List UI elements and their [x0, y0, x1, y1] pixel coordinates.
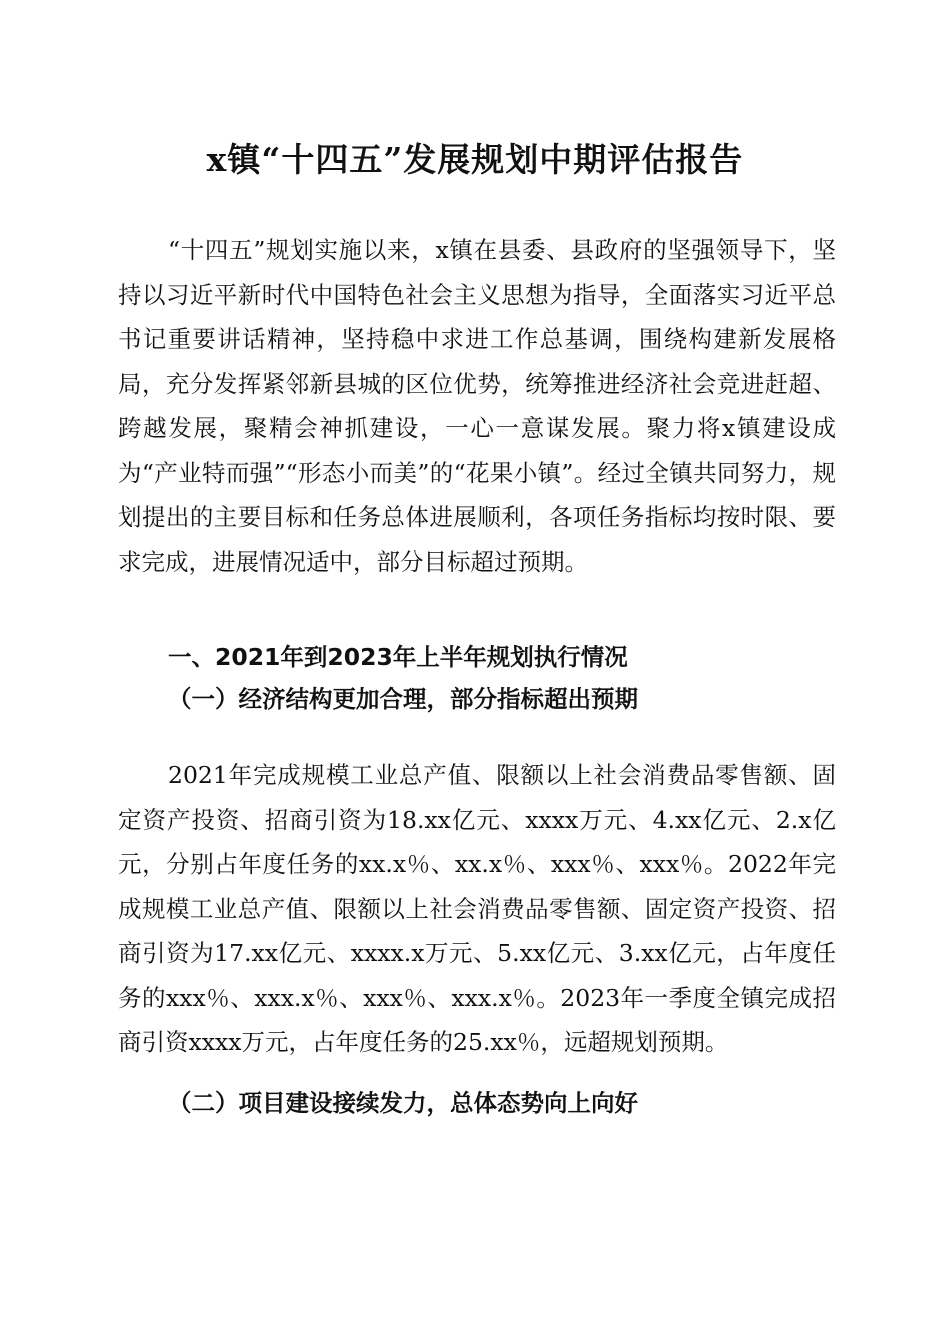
section-1-heading: 一、2021年到2023年上半年规划执行情况 — [168, 643, 628, 671]
document-title: x镇“十四五”发展规划中期评估报告 — [206, 140, 744, 179]
subsection-2-heading: （二）项目建设接续发力，总体态势向上向好 — [168, 1089, 638, 1117]
intro-paragraph: “十四五”规划实施以来，x镇在县委、县政府的坚强领导下，坚持以习近平新时代中国特色社会主义思想为指导，全面落实习近平总书记重要讲话精神，坚持稳中求进工作总基调，围绕构建新发展格局，充分发挥紧邻新县城的区位优势，统筹推进经济社会竞进赶超、跨越发展，聚精会神抓建设，一心一意谋发展。聚力将x镇建设成为“产业特而强”“形态小而美”的“花果小镇”。经过全镇共同努力，规划提出的主要目标和任务总体进展顺利，各项任务指标均按时限、要求完成，进展情况适中，部分目标超过预期。 — [118, 236, 836, 576]
subsection-1-heading: （一）经济结构更加合理，部分指标超出预期 — [168, 685, 638, 713]
subsection-1-paragraph: 2021年完成规模工业总产值、限额以上社会消费品零售额、固定资产投资、招商引资为18.xx亿元、xxxx万元、4.xx亿元、2.x亿元，分别占年度任务的xx.x％、xx.x％、xxx％、xxx％。2022年完成规模工业总产值、限额以上社会消费品零售额、固定资产投资、招商引资为17.xx亿元、xxxx.x万元、5.xx亿元、3.xx亿元，占年度任务的xxx％、xxx.x％、xxx％、xxx.x％。2023年一季度全镇完成招商引资xxxx万元，占年度任务的25.xx％，远超规划预期。 — [118, 761, 836, 1056]
